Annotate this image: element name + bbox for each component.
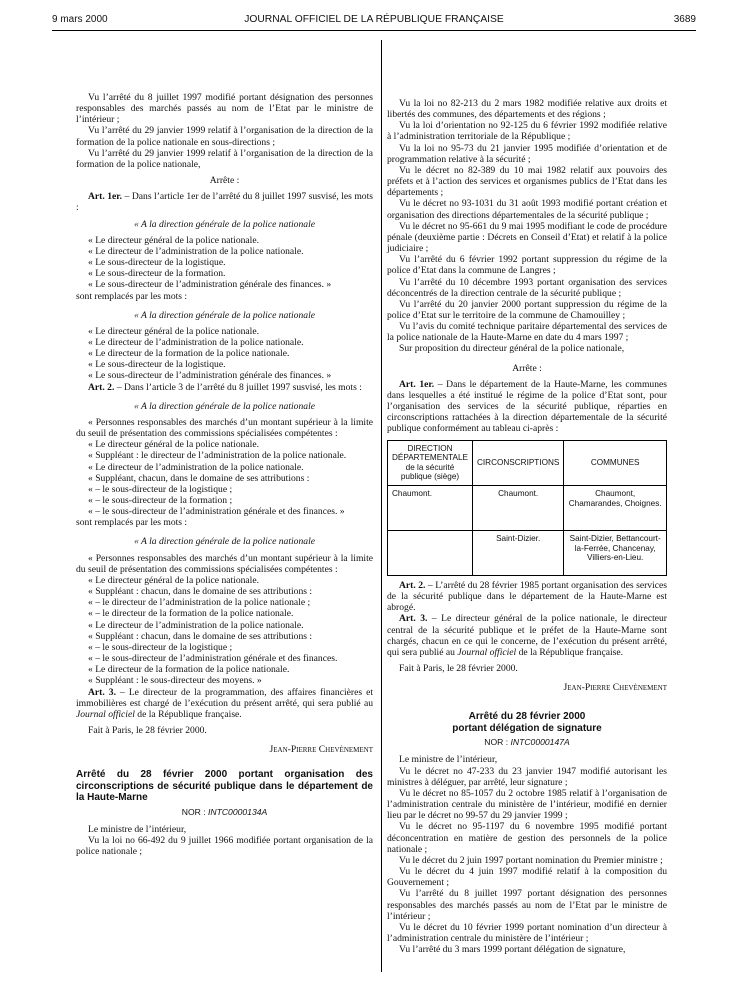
list-item: « Le directeur général de la police nationale. <box>88 439 260 451</box>
vu-paragraph: Vu la loi no 95-73 du 21 janvier 1995 modifiée d’orientation et de programmation relative à la sécurité ; <box>387 142 667 165</box>
ministre-line: Le ministre de l’intérieur, <box>88 823 187 835</box>
list-item: « Le sous-directeur de l’administration générale des finances. » <box>88 370 332 382</box>
article-text-end: de la République française. <box>516 646 624 658</box>
list-item: « – le sous-directeur de la logistique ; <box>88 483 233 495</box>
journal-officiel-mention: Journal officiel <box>457 646 517 658</box>
table-header-cell: CIRCONSCRIPTIONS <box>472 440 563 485</box>
persons-paragraph: « Personnes responsables des marchés d’un montant supérieur à la limite du seuil de présentation des commissions spécialisées compétentes : <box>76 416 373 440</box>
vu-paragraph: Vu le décret no 95-661 du 9 mai 1995 modifiant le code de procédure pénale (deuxième partie : Décrets en Conseil d’Etat) et relatif à la police judiciaire ; <box>387 220 667 255</box>
article-label: Art. 2. <box>399 579 426 591</box>
vu-paragraph: Vu l’arrêté du 29 janvier 1999 relatif à l’organisation de la direction de la formation de la police nationale en sous-directions ; <box>76 125 373 148</box>
left-column <box>76 92 373 857</box>
list-item: « Le directeur de l’administration de la police nationale. <box>88 619 304 631</box>
nor-code: INTC0000147A <box>510 737 570 748</box>
list-item: « – le sous-directeur de la formation ; <box>88 495 233 506</box>
nor-reference <box>387 737 667 748</box>
vu-list <box>387 98 667 355</box>
vu-paragraph: Vu l’arrêté du 6 février 1992 portant suppression du régime de la police d’Etat dans la commune de Langres ; <box>387 254 667 277</box>
fait-a-paris: Fait à Paris, le 28 février 2000. <box>88 724 207 736</box>
article-text-end: de la République française. <box>134 708 242 720</box>
page-header <box>52 14 696 31</box>
article-3 <box>76 687 373 720</box>
list-item: « – le sous-directeur de l’administration générale et des finances. » <box>88 506 345 518</box>
vu-paragraph: Vu le décret du 4 juin 1997 modifié relatif à la composition du Gouvernement ; <box>387 866 667 889</box>
list-item: « – le directeur de la formation de la police nationale. <box>88 608 294 620</box>
vu-paragraph: Sur proposition du directeur général de la police nationale, <box>399 343 625 355</box>
persons-paragraph: « Personnes responsables des marchés d’un montant supérieur à la limite du seuil de présentation des commissions spécialisées compétentes : <box>76 552 373 575</box>
list-item: « Le directeur de l’administration de la police nationale. <box>88 336 304 348</box>
article-text: – Le directeur général de la police nationale, le directeur central de la sécurité publique et le préfet de la Haute-Marne sont chargés, chacun en ce qui le concerne, de l’exécution du présent arrêté, qui sera publié au <box>387 613 667 658</box>
article-text: – Dans l’article 1er de l’arrêté du 8 juillet 1997 susvisé, les mots : <box>76 191 374 214</box>
article-label: Art. 3. <box>399 613 428 625</box>
list-item: « Le directeur général de la police nationale. <box>88 574 260 586</box>
article-label: Art. 1er. <box>88 191 123 203</box>
list-item: « Le directeur général de la police nationale. <box>88 234 260 246</box>
circonscriptions-table <box>387 440 667 576</box>
article-1 <box>76 191 373 213</box>
list-item: « Suppléant : le sous-directeur des moyens. » <box>88 675 262 687</box>
list-item: « Suppléant : chacun, dans le domaine de ses attributions : <box>88 630 313 642</box>
article-text: – Le directeur de la programmation, des affaires financières et immobilières est chargé de l’exécution du présent arrêté, qui sera publié au <box>76 686 374 709</box>
nor-label: NOR : <box>484 737 511 748</box>
table-header-row <box>388 440 667 485</box>
article-label: Art. 2. <box>88 381 115 393</box>
decree-title-line: portant délégation de signature <box>452 722 602 734</box>
vu-paragraph: Vu le décret du 2 juin 1997 portant nomination du Premier ministre ; <box>399 854 663 866</box>
vu-paragraph: Vu la loi d’orientation no 92-125 du 6 février 1992 modifiée relative à l’administration territoriale de la République ; <box>387 120 667 143</box>
arrete-heading: Arrête : <box>512 362 542 374</box>
article-2 <box>387 580 667 613</box>
vu-paragraph: Vu l’arrêté du 3 mars 1999 portant délégation de signature, <box>399 944 626 956</box>
ministre-line: Le ministre de l’intérieur, <box>399 754 498 766</box>
replacement-phrase: sont remplacés par les mots : <box>76 290 188 302</box>
header-journal-title: JOURNAL OFFICIEL DE LA RÉPUBLIQUE FRANÇAISE <box>244 14 504 25</box>
list-item: « – le sous-directeur de l’administration générale et des finances. <box>88 653 338 665</box>
list-item: « – le sous-directeur de la logistique ; <box>88 641 233 653</box>
list-item: « Suppléant : le directeur de l’administration de la police nationale. <box>88 450 347 462</box>
vu-paragraph: Vu l’avis du comité technique paritaire départemental des services de la police nationale de la Haute-Marne en date du 4 mars 1997 ; <box>387 321 667 344</box>
direction-heading: « A la direction générale de la police nationale <box>133 309 315 321</box>
table-cell: Chaumont. <box>388 485 473 530</box>
vu-paragraph: Vu l’arrêté du 8 juillet 1997 modifié portant désignation des personnes responsables des marchés passés au nom de l’Etat par le ministre de l’intérieur ; <box>76 92 373 126</box>
list-item: « Le directeur de la formation de la police nationale. <box>88 348 290 360</box>
article-1 <box>387 379 667 435</box>
fait-a-paris: Fait à Paris, le 28 février 2000. <box>399 663 518 674</box>
table-header-cell: COMMUNES <box>564 440 667 485</box>
list-3 <box>76 439 373 517</box>
right-column <box>387 98 667 955</box>
vu-paragraph: Vu l’arrêté du 8 juillet 1997 portant désignation des personnes responsables des marchés passés au nom de l’Etat par le ministre de l’intérieur ; <box>387 888 667 922</box>
decree-title: Arrêté du 28 février 2000 portant organisation des circonscriptions de sécurité publique dans le département de la Haute-Marne <box>76 769 373 804</box>
replacement-phrase: sont remplacés par les mots : <box>76 517 188 529</box>
table-row <box>388 530 667 575</box>
vu-paragraph: Vu l’arrêté du 20 janvier 2000 portant suppression du régime de la police d’Etat sur le territoire de la commune de Chamouilley ; <box>387 298 667 321</box>
list-item: « Le sous-directeur de la formation. <box>88 268 226 280</box>
vu-list <box>387 766 667 956</box>
vu-paragraph: Vu l’arrêté du 10 décembre 1993 portant organisation des services déconcentrés de la direction centrale de la sécurité publique ; <box>387 276 667 299</box>
list-item: « – le directeur de l’administration de la police nationale ; <box>88 597 311 609</box>
article-text: – Dans le département de la Haute-Marne, les communes dans lesquelles a été institué le régime de la police d’Etat sont, pour l’organisation des services de la sécurité publique, réparties en circonscriptions rattachées à la direction départementale de la sécurité publique conformément au tableau ci-après : <box>387 378 667 435</box>
list-1 <box>76 235 373 291</box>
table-header-cell: DIRECTION DÉPARTEMENTALE de la sécurité publique (siège) <box>388 440 473 485</box>
arrete-heading: Arrête : <box>209 175 240 187</box>
decree-title-line: Arrêté du 28 février 2000 <box>468 711 586 723</box>
decree-title <box>387 711 667 734</box>
direction-heading: « A la direction générale de la police nationale <box>133 536 315 548</box>
table-cell: Saint-Dizier. <box>472 530 563 575</box>
table-row <box>388 485 667 530</box>
list-item: « Le sous-directeur de la logistique. <box>88 257 226 269</box>
list-item: « Le directeur général de la police nationale. <box>88 325 260 337</box>
list-2 <box>76 326 373 382</box>
table-cell <box>388 530 473 575</box>
header-date: 9 mars 2000 <box>52 14 108 25</box>
article-text: – L’arrêté du 28 février 1985 portant organisation des services de la sécurité publique dans le département de la Haute-Marne est abrogé. <box>387 579 667 614</box>
vu-paragraph: Vu le décret du 10 février 1999 portant nomination d’un directeur à l’administration centrale du ministère de l’intérieur ; <box>387 921 667 944</box>
list-item: « Le sous-directeur de l’administration générale des finances. » <box>88 279 332 291</box>
article-text: – Dans l’article 3 de l’arrêté du 8 juillet 1997 susvisé, les mots : <box>114 381 362 393</box>
vu-paragraph: Vu le décret no 95-1197 du 6 novembre 1995 modifié portant déconcentration en matière de gestion des personnels de la police nationale ; <box>387 821 667 855</box>
nor-label: NOR : <box>181 806 208 817</box>
list-item: « Le directeur de l’administration de la police nationale. <box>88 461 304 473</box>
table-cell: Chaumont. <box>472 485 563 530</box>
article-label: Art. 1er. <box>399 378 435 390</box>
article-label: Art. 3. <box>88 686 116 698</box>
vu-paragraph: Vu la loi no 66-492 du 9 juillet 1966 modifiée portant organisation de la police nationale ; <box>76 835 373 858</box>
vu-paragraph: Vu le décret no 93-1031 du 31 août 1993 modifié portant création et organisation des directions départementales de la sécurité publique ; <box>387 198 667 221</box>
list-item: « Suppléant, chacun, dans le domaine de ses attributions : <box>88 472 310 484</box>
vu-paragraph: Vu la loi no 82-213 du 2 mars 1982 modifiée relative aux droits et libertés des communes, des départements et des régions ; <box>387 98 667 121</box>
journal-officiel-mention: Journal officiel <box>76 708 135 720</box>
table-cell: Chaumont, Chamarandes, Choignes. <box>564 485 667 530</box>
list-item: « Le directeur de la formation de la police nationale. <box>88 664 290 676</box>
list-item: « Le sous-directeur de la logistique. <box>88 359 226 371</box>
column-divider <box>381 40 382 972</box>
direction-heading: « A la direction générale de la police nationale <box>133 400 315 412</box>
nor-code: INTC0000134A <box>208 806 268 817</box>
direction-heading: « A la direction générale de la police nationale <box>133 218 315 230</box>
signature: Jean-Pierre Chevènement <box>269 744 373 756</box>
vu-paragraph: Vu l’arrêté du 29 janvier 1999 relatif à l’organisation de la direction de la formation de la police nationale, <box>76 147 373 170</box>
signature: Jean-Pierre Chevènement <box>563 682 667 694</box>
header-page-number: 3689 <box>673 14 696 25</box>
vu-paragraph: Vu le décret no 82-389 du 10 mai 1982 relatif aux pouvoirs des préfets et à l’action des services et organismes publics de l’Etat dans les départements ; <box>387 164 667 199</box>
article-2 <box>76 382 373 393</box>
article-3 <box>387 613 667 658</box>
vu-paragraph: Vu le décret no 47-233 du 23 janvier 1947 modifié autorisant les ministres à déléguer, par arrêté, leur signature ; <box>387 765 667 788</box>
list-item: « Le directeur de l’administration de la police nationale. <box>88 245 304 257</box>
list-item: « Suppléant : chacun, dans le domaine de ses attributions : <box>88 586 313 598</box>
table-cell: Saint-Dizier, Bettancourt-la-Ferrée, Chancenay, Villiers-en-Lieu. <box>564 530 667 575</box>
list-4 <box>76 575 373 687</box>
nor-reference <box>76 807 373 818</box>
vu-paragraph: Vu le décret no 85-1057 du 2 octobre 1985 relatif à l’organisation de l’administration centrale du ministère de l’intérieur, modifié en dernier lieu par le décret no 99-57 du 29 janvier 1999 ; <box>387 787 667 822</box>
